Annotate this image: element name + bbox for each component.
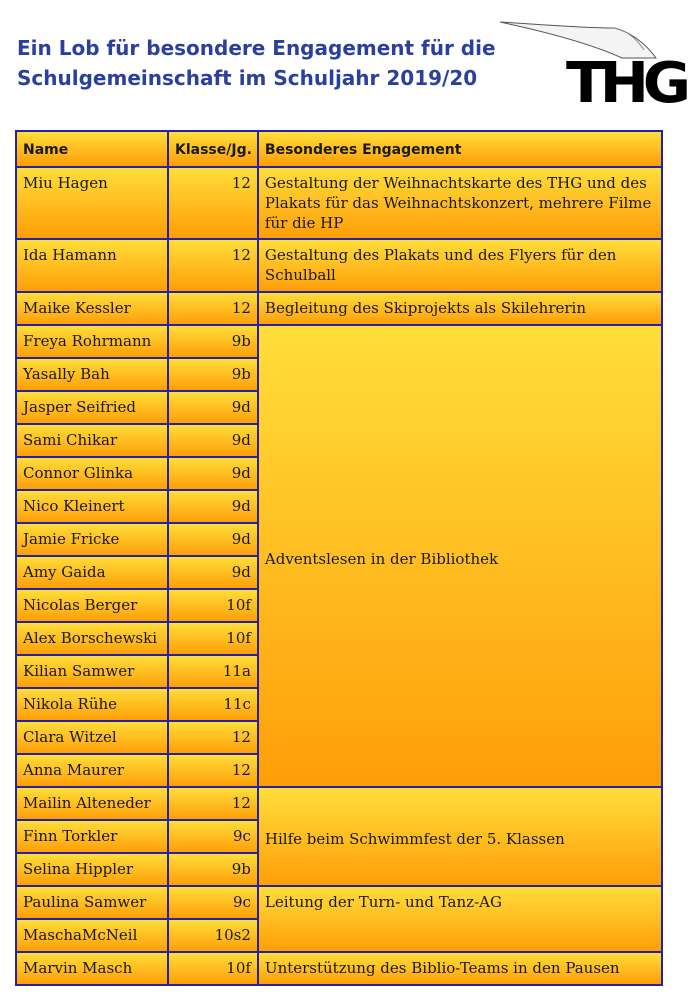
klasse-cell: 9d	[168, 457, 258, 490]
name-cell: Nikola Rühe	[16, 688, 168, 721]
engagement-cell: Begleitung des Skiprojekts als Skilehrerin	[258, 292, 662, 325]
name-cell: Nicolas Berger	[16, 589, 168, 622]
name-cell: Selina Hippler	[16, 853, 168, 886]
klasse-cell: 9d	[168, 556, 258, 589]
header-engagement: Besonderes Engagement	[258, 131, 662, 167]
klasse-cell: 11c	[168, 688, 258, 721]
engagement-cell: Leitung der Turn- und Tanz-AG	[258, 886, 662, 952]
klasse-cell: 12	[168, 239, 258, 292]
klasse-cell: 9d	[168, 523, 258, 556]
table-row	[16, 886, 662, 919]
klasse-cell: 10s2	[168, 919, 258, 952]
klasse-cell: 12	[168, 292, 258, 325]
table-row	[16, 952, 662, 985]
klasse-cell: 9b	[168, 358, 258, 391]
header-klasse: Klasse/Jg.	[168, 131, 258, 167]
name-cell: Miu Hagen	[16, 167, 168, 239]
title-line-2: Schulgemeinschaft im Schuljahr 2019/20	[17, 66, 478, 90]
name-cell: Freya Rohrmann	[16, 325, 168, 358]
name-cell: Jamie Fricke	[16, 523, 168, 556]
name-cell: Maike Kessler	[16, 292, 168, 325]
name-cell: Clara Witzel	[16, 721, 168, 754]
name-cell: Jasper Seifried	[16, 391, 168, 424]
name-cell: MaschaMcNeil	[16, 919, 168, 952]
engagement-cell: Gestaltung der Weihnachtskarte des THG und des Plakats für das Weihnachtskonzert, mehrere Filme für die HP	[258, 167, 662, 239]
klasse-cell: 10f	[168, 952, 258, 985]
name-cell: Connor Glinka	[16, 457, 168, 490]
engagement-cell: Hilfe beim Schwimmfest der 5. Klassen	[258, 787, 662, 886]
engagement-cell: Gestaltung des Plakats und des Flyers für den Schulball	[258, 239, 662, 292]
title-line-1: Ein Lob für besondere Engagement für die	[17, 36, 496, 60]
klasse-cell: 9b	[168, 853, 258, 886]
engagement-cell: Unterstützung des Biblio-Teams in den Pausen	[258, 952, 662, 985]
klasse-cell: 12	[168, 754, 258, 787]
name-cell: Ida Hamann	[16, 239, 168, 292]
klasse-cell: 9c	[168, 820, 258, 853]
name-cell: Paulina Samwer	[16, 886, 168, 919]
klasse-cell: 11a	[168, 655, 258, 688]
name-cell: Kilian Samwer	[16, 655, 168, 688]
klasse-cell: 9d	[168, 490, 258, 523]
name-cell: Alex Borschewski	[16, 622, 168, 655]
name-cell: Nico Kleinert	[16, 490, 168, 523]
klasse-cell: 12	[168, 167, 258, 239]
thg-logo	[496, 14, 692, 118]
klasse-cell: 9d	[168, 424, 258, 457]
name-cell: Amy Gaida	[16, 556, 168, 589]
name-cell: Yasally Bah	[16, 358, 168, 391]
klasse-cell: 12	[168, 787, 258, 820]
table-row	[16, 292, 662, 325]
klasse-cell: 9b	[168, 325, 258, 358]
table-row	[16, 787, 662, 820]
table-row	[16, 239, 662, 292]
name-cell: Anna Maurer	[16, 754, 168, 787]
name-cell: Mailin Alteneder	[16, 787, 168, 820]
table-row	[16, 167, 662, 239]
engagement-cell: Adventslesen in der Bibliothek	[258, 325, 662, 787]
name-cell: Sami Chikar	[16, 424, 168, 457]
name-cell: Marvin Masch	[16, 952, 168, 985]
engagement-table	[15, 130, 663, 986]
klasse-cell: 9c	[168, 886, 258, 919]
table-row	[16, 325, 662, 358]
page-title	[17, 33, 497, 93]
klasse-cell: 10f	[168, 622, 258, 655]
klasse-cell: 12	[168, 721, 258, 754]
klasse-cell: 9d	[168, 391, 258, 424]
name-cell: Finn Torkler	[16, 820, 168, 853]
logo-text: THG	[566, 51, 685, 116]
table-header-row	[16, 131, 662, 167]
header-name: Name	[16, 131, 168, 167]
klasse-cell: 10f	[168, 589, 258, 622]
